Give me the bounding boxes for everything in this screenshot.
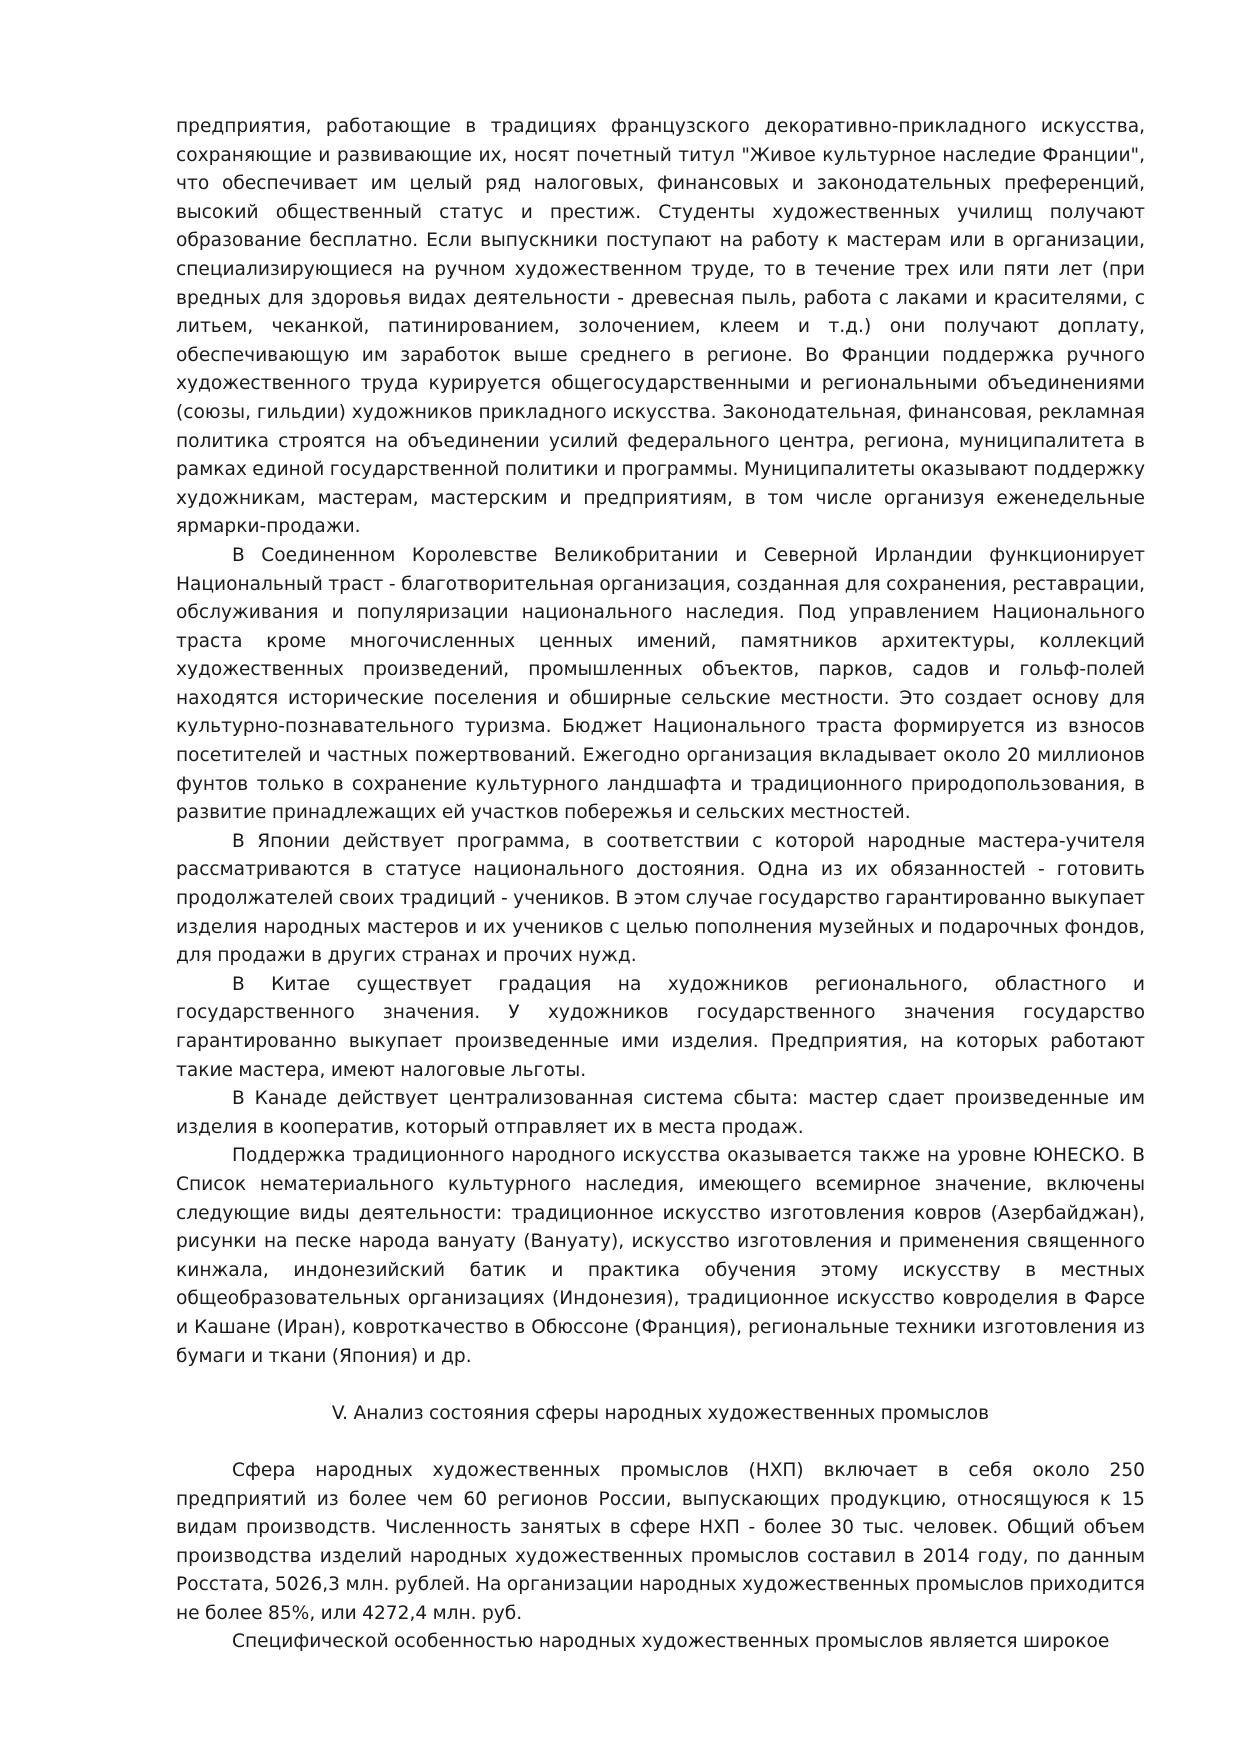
document-page [176,113,1145,1657]
paragraph-nhp-specifics: Специфической особенностью народных художественных промыслов является широкое [232,1631,1110,1653]
spacer [176,1371,1145,1400]
section-heading: V. Анализ состояния сферы народных художественных промыслов [331,1402,990,1424]
paragraph-united-kingdom: В Соединенном Королевстве Великобритании и Северной Ирландии функционирует Национальный траст - благотворительная организация, созданная для сохранения, реставрации, обслуживания и популяризации национального наследия. Под управлением Национального траста кроме многочисленных ценных имений, памятников архитектуры, коллекций художественных произведений, промышленных объектов, парков, садов и гольф-полей находятся исторические поселения и обширные сельские местности. Это создает основу для культурно-познавательного туризма. Бюджет Национального траста формируется из взносов посетителей и частных пожертвований. Ежегодно организация вкладывает около 20 миллионов фунтов только в сохранение культурного ландшафта и традиционного природопользования, в развитие принадлежащих ей участков побережья и сельских местностей. [176,544,1145,824]
paragraph-canada: В Канаде действует централизованная система сбыта: мастер сдает произведенные им изделия в кооператив, который отправляет их в места продаж. [176,1088,1145,1138]
paragraph-nhp-overview: Сфера народных художественных промыслов (НХП) включает в себя около 250 предприятий из более чем 60 регионов России, выпускающих продукцию, относящуюся к 15 видам производств. Численность занятых в сфере НХП - более 30 тыс. человек. Общий объем производства изделий народных художественных промыслов составил в 2014 году, по данным Росстата, 5026,3 млн. рублей. На организации народных художественных промыслов приходится не более 85%, или 4272,4 млн. руб. [176,1459,1145,1624]
paragraph-france-continued: предприятия, работающие в традициях французского декоративно-прикладного искусства, сохраняющие и развивающие их, носят почетный титул "Живое культурное наследие Франции", что обеспечивает им целый ряд налоговых, финансовых и законодательных преференций, высокий общественный статус и престиж. Студенты художественных училищ получают образование бесплатно. Если выпускники поступают на работу к мастерам или в организации, специализирующиеся на ручном художественном труде, то в течение трех или пяти лет (при вредных для здоровья видах деятельности - древесная пыль, работа с лаками и красителями, с литьем, чеканкой, патинированием, золочением, клеем и т.д.) они получают доплату, обеспечивающую им заработок выше среднего в регионе. Во Франции поддержка ручного художественного труда курируется общегосударственными и региональными объединениями (союзы, гильдии) художников прикладного искусства. Законодательная, финансовая, рекламная политика строятся на объединении усилий федерального центра, региона, муниципалитета в рамках единой государственной политики и программы. Муниципалитеты оказывают поддержку художникам, мастерам, мастерским и предприятиям, в том числе организуя еженедельные ярмарки-продажи. [176,116,1145,538]
paragraph-japan: В Японии действует программа, в соответствии с которой народные мастера-учителя рассматриваются в статусе национального достояния. Одна из их обязанностей - готовить продолжателей своих традиций - учеников. В этом случае государство гарантированно выкупает изделия народных мастеров и их учеников с целью пополнения музейных и подарочных фондов, для продажи в других странах и прочих нужд. [176,830,1145,967]
spacer [176,1428,1145,1457]
paragraph-unesco: Поддержка традиционного народного искусства оказывается также на уровне ЮНЕСКО. В Список нематериального культурного наследия, имеющего всемирное значение, включены следующие виды деятельности: традиционное искусство изготовления ковров (Азербайджан), рисунки на песке народа вануату (Вануату), искусство изготовления и применения священного кинжала, индонезийский батик и практика обучения этому искусству в местных общеобразовательных организациях (Индонезия), традиционное искусство ковроделия в Фарсе и Кашане (Иран), ковроткачество в Обюссоне (Франция), региональные техники изготовления из бумаги и ткани (Япония) и др. [176,1145,1145,1367]
paragraph-china: В Китае существует градация на художников регионального, областного и государственного значения. У художников государственного значения государство гарантированно выкупает произведенные ими изделия. Предприятия, на которых работают такие мастера, имеют налоговые льготы. [176,973,1145,1081]
